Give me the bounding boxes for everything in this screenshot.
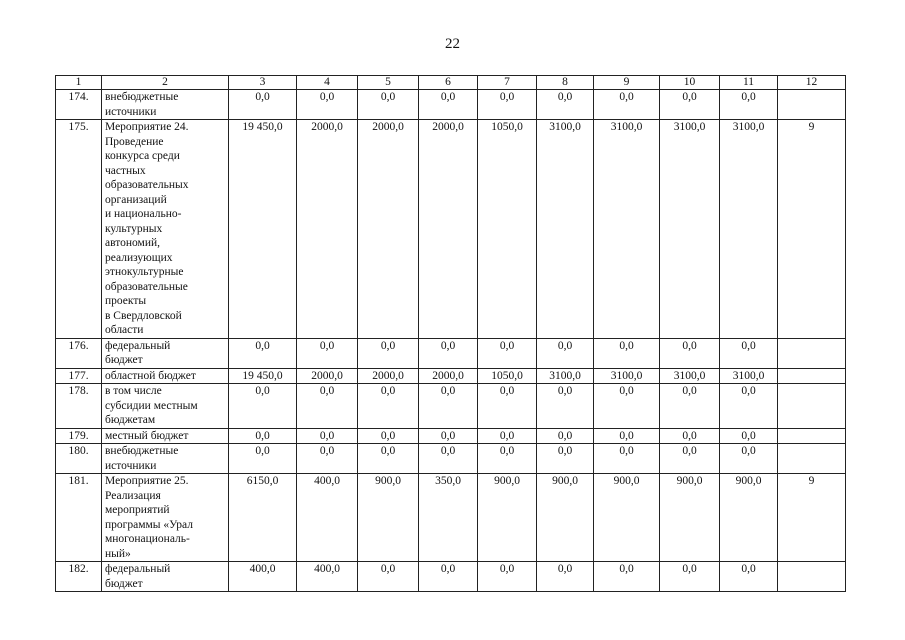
item-name-cell: Мероприятие 25. Реализация мероприятий программы «Урал многонациональ- ный» <box>102 474 229 562</box>
value-cell: 0,0 <box>594 444 660 474</box>
value-cell: 900,0 <box>358 474 419 562</box>
column-number-row <box>56 76 846 90</box>
column-number: 7 <box>478 76 537 90</box>
value-cell: 0,0 <box>660 90 720 120</box>
table-row <box>56 444 846 474</box>
value-cell: 900,0 <box>720 474 778 562</box>
value-cell: 0,0 <box>358 444 419 474</box>
table-row <box>56 90 846 120</box>
column-number: 11 <box>720 76 778 90</box>
item-name-cell: в том числе субсидии местным бюджетам <box>102 384 229 429</box>
value-cell: 0,0 <box>660 428 720 444</box>
table-row <box>56 120 846 339</box>
row-number-cell: 181. <box>56 474 102 562</box>
value-cell: 0,0 <box>358 90 419 120</box>
value-cell: 0,0 <box>297 338 358 368</box>
indicator-cell <box>778 384 846 429</box>
column-number: 5 <box>358 76 419 90</box>
value-cell: 0,0 <box>478 384 537 429</box>
value-cell: 19 450,0 <box>229 120 297 339</box>
value-cell: 0,0 <box>660 384 720 429</box>
row-number-cell: 174. <box>56 90 102 120</box>
value-cell: 0,0 <box>419 338 478 368</box>
value-cell: 0,0 <box>537 444 594 474</box>
column-number: 1 <box>56 76 102 90</box>
indicator-cell <box>778 562 846 592</box>
indicator-cell <box>778 428 846 444</box>
value-cell: 0,0 <box>478 562 537 592</box>
item-name-cell: внебюджетные источники <box>102 90 229 120</box>
item-name-cell: местный бюджет <box>102 428 229 444</box>
column-number: 6 <box>419 76 478 90</box>
value-cell: 900,0 <box>660 474 720 562</box>
value-cell: 0,0 <box>358 338 419 368</box>
value-cell: 3100,0 <box>594 368 660 384</box>
value-cell: 2000,0 <box>358 120 419 339</box>
value-cell: 0,0 <box>358 428 419 444</box>
value-cell: 2000,0 <box>297 120 358 339</box>
value-cell: 1050,0 <box>478 368 537 384</box>
value-cell: 900,0 <box>478 474 537 562</box>
value-cell: 0,0 <box>419 90 478 120</box>
value-cell: 0,0 <box>720 384 778 429</box>
indicator-cell <box>778 368 846 384</box>
value-cell: 0,0 <box>358 384 419 429</box>
item-name-cell: Мероприятие 24. Проведение конкурса среди частных образовательных организаций и национально- культурных автономий, реализующих этнокультурные образовательные проекты в Свердловской области <box>102 120 229 339</box>
value-cell: 400,0 <box>297 474 358 562</box>
row-number-cell: 179. <box>56 428 102 444</box>
page-number: 22 <box>445 36 460 52</box>
value-cell: 0,0 <box>660 562 720 592</box>
value-cell: 0,0 <box>537 384 594 429</box>
value-cell: 0,0 <box>594 384 660 429</box>
value-cell: 3100,0 <box>594 120 660 339</box>
value-cell: 0,0 <box>229 338 297 368</box>
indicator-cell: 9 <box>778 120 846 339</box>
table-body <box>56 76 846 592</box>
item-name-cell: внебюджетные источники <box>102 444 229 474</box>
value-cell: 3100,0 <box>537 120 594 339</box>
value-cell: 0,0 <box>297 428 358 444</box>
value-cell: 900,0 <box>594 474 660 562</box>
value-cell: 19 450,0 <box>229 368 297 384</box>
value-cell: 0,0 <box>229 444 297 474</box>
value-cell: 400,0 <box>297 562 358 592</box>
column-number: 9 <box>594 76 660 90</box>
item-name-cell: федеральный бюджет <box>102 562 229 592</box>
value-cell: 0,0 <box>720 428 778 444</box>
row-number-cell: 182. <box>56 562 102 592</box>
value-cell: 3100,0 <box>720 120 778 339</box>
table-row <box>56 384 846 429</box>
table-row <box>56 368 846 384</box>
value-cell: 0,0 <box>419 444 478 474</box>
value-cell: 0,0 <box>720 90 778 120</box>
indicator-cell: 9 <box>778 474 846 562</box>
column-number: 4 <box>297 76 358 90</box>
value-cell: 0,0 <box>537 562 594 592</box>
value-cell: 3100,0 <box>720 368 778 384</box>
value-cell: 0,0 <box>419 428 478 444</box>
indicator-cell <box>778 444 846 474</box>
row-number-cell: 177. <box>56 368 102 384</box>
value-cell: 2000,0 <box>419 368 478 384</box>
value-cell: 0,0 <box>478 428 537 444</box>
table-row <box>56 474 846 562</box>
column-number: 2 <box>102 76 229 90</box>
value-cell: 0,0 <box>537 338 594 368</box>
column-number: 3 <box>229 76 297 90</box>
indicator-cell <box>778 338 846 368</box>
value-cell: 2000,0 <box>297 368 358 384</box>
value-cell: 2000,0 <box>419 120 478 339</box>
row-number-cell: 176. <box>56 338 102 368</box>
value-cell: 0,0 <box>537 90 594 120</box>
value-cell: 350,0 <box>419 474 478 562</box>
value-cell: 0,0 <box>478 90 537 120</box>
value-cell: 1050,0 <box>478 120 537 339</box>
value-cell: 0,0 <box>478 338 537 368</box>
value-cell: 0,0 <box>720 444 778 474</box>
value-cell: 0,0 <box>297 444 358 474</box>
value-cell: 0,0 <box>229 90 297 120</box>
budget-table <box>55 75 846 592</box>
value-cell: 3100,0 <box>660 120 720 339</box>
column-number: 12 <box>778 76 846 90</box>
row-number-cell: 175. <box>56 120 102 339</box>
value-cell: 0,0 <box>297 384 358 429</box>
value-cell: 0,0 <box>720 562 778 592</box>
value-cell: 0,0 <box>229 428 297 444</box>
value-cell: 0,0 <box>594 562 660 592</box>
row-number-cell: 178. <box>56 384 102 429</box>
value-cell: 0,0 <box>478 444 537 474</box>
value-cell: 0,0 <box>297 90 358 120</box>
value-cell: 0,0 <box>660 444 720 474</box>
value-cell: 6150,0 <box>229 474 297 562</box>
row-number-cell: 180. <box>56 444 102 474</box>
table-row <box>56 338 846 368</box>
value-cell: 900,0 <box>537 474 594 562</box>
indicator-cell <box>778 90 846 120</box>
value-cell: 0,0 <box>537 428 594 444</box>
value-cell: 0,0 <box>419 384 478 429</box>
value-cell: 3100,0 <box>660 368 720 384</box>
column-number: 10 <box>660 76 720 90</box>
value-cell: 3100,0 <box>537 368 594 384</box>
item-name-cell: областной бюджет <box>102 368 229 384</box>
item-name-cell: федеральный бюджет <box>102 338 229 368</box>
value-cell: 0,0 <box>229 384 297 429</box>
value-cell: 0,0 <box>594 90 660 120</box>
value-cell: 0,0 <box>358 562 419 592</box>
value-cell: 0,0 <box>594 428 660 444</box>
value-cell: 400,0 <box>229 562 297 592</box>
value-cell: 0,0 <box>720 338 778 368</box>
value-cell: 0,0 <box>419 562 478 592</box>
value-cell: 0,0 <box>594 338 660 368</box>
column-number: 8 <box>537 76 594 90</box>
table-row <box>56 562 846 592</box>
value-cell: 2000,0 <box>358 368 419 384</box>
table-row <box>56 428 846 444</box>
value-cell: 0,0 <box>660 338 720 368</box>
